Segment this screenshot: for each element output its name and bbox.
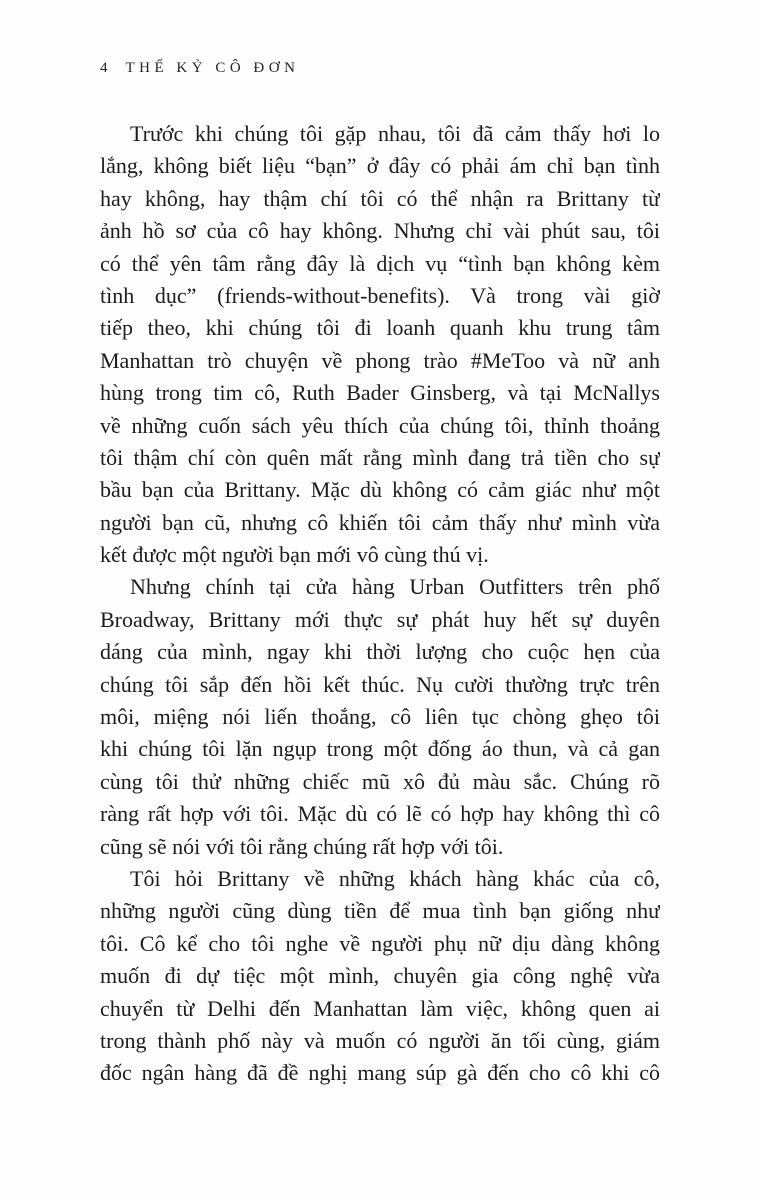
text-line: Nhưng chính tại cửa hàng Urban Outfitters trên phố [130, 574, 660, 600]
text-line: muốn đi dự tiệc một mình, chuyên gia công nghệ vừa [100, 963, 660, 989]
text-line: tôi thậm chí còn quên mất rằng mình đang trả tiền cho sự [100, 444, 660, 470]
text-line: cùng tôi thử những chiếc mũ xô đủ màu sắc. Chúng rõ [100, 768, 660, 794]
text-line: Broadway, Brittany mới thực sự phát huy hết sự duyên [100, 606, 660, 632]
text-line: Tôi hỏi Brittany về những khách hàng khác của cô, [130, 865, 660, 891]
text-line: khi chúng tôi lặn ngụp trong một đống áo thun, và cả gan [100, 736, 660, 762]
text-line: dáng của mình, ngay khi thời lượng cho cuộc hẹn của [100, 639, 660, 665]
page-header [100, 60, 299, 77]
text-line: những người cũng dùng tiền để mua tình bạn giống như [100, 898, 660, 924]
text-line: môi, miệng nói liến thoắng, cô liên tục chòng ghẹo tôi [100, 704, 660, 730]
text-line: hay không, hay thậm chí tôi có thể nhận ra Brittany từ [100, 185, 660, 211]
text-line: tôi. Cô kể cho tôi nghe về người phụ nữ dịu dàng không [100, 930, 660, 956]
text-line: về những cuốn sách yêu thích của chúng tôi, thỉnh thoảng [100, 412, 660, 438]
page-number: 4 [100, 60, 108, 76]
text-line: ảnh hồ sơ của cô hay không. Nhưng chỉ vài phút sau, tôi [100, 218, 660, 244]
text-line: lắng, không biết liệu “bạn” ở đây có phải ám chỉ bạn tình [100, 153, 660, 179]
text-line: tiếp theo, khi chúng tôi đi loanh quanh khu trung tâm [100, 315, 660, 341]
body-text [100, 118, 660, 1090]
text-line: chúng tôi sắp đến hồi kết thúc. Nụ cười thường trực trên [100, 671, 660, 697]
text-line: trong thành phố này và muốn có người ăn tối cùng, giám [100, 1027, 660, 1053]
text-line: tình dục” (friends-without-benefits). Và trong vài giờ [100, 282, 660, 308]
text-line: đốc ngân hàng đã đề nghị mang súp gà đến cho cô khi cô [100, 1060, 660, 1086]
text-line: người bạn cũ, nhưng cô khiến tôi cảm thấy như mình vừa [100, 509, 660, 535]
text-line: Trước khi chúng tôi gặp nhau, tôi đã cảm thấy hơi lo [130, 121, 660, 146]
text-line: chuyển từ Delhi đến Manhattan làm việc, không quen ai [100, 995, 660, 1021]
text-line: cũng sẽ nói với tôi rằng chúng rất hợp với tôi. [100, 833, 504, 859]
text-line: kết được một người bạn mới vô cùng thú vị. [100, 542, 489, 568]
text-line: hùng trong tim cô, Ruth Bader Ginsberg, và tại McNallys [100, 380, 660, 406]
text-line: bầu bạn của Brittany. Mặc dù không có cảm giác như một [100, 477, 660, 503]
running-title: THẾ KỶ CÔ ĐƠN [125, 60, 300, 76]
text-line: ràng rất hợp với tôi. Mặc dù có lẽ có hợp hay không thì cô [100, 801, 660, 827]
text-line: có thể yên tâm rằng đây là dịch vụ “tình bạn không kèm [100, 250, 660, 276]
text-line: Manhattan trò chuyện về phong trào #MeToo và nữ anh [100, 347, 660, 373]
